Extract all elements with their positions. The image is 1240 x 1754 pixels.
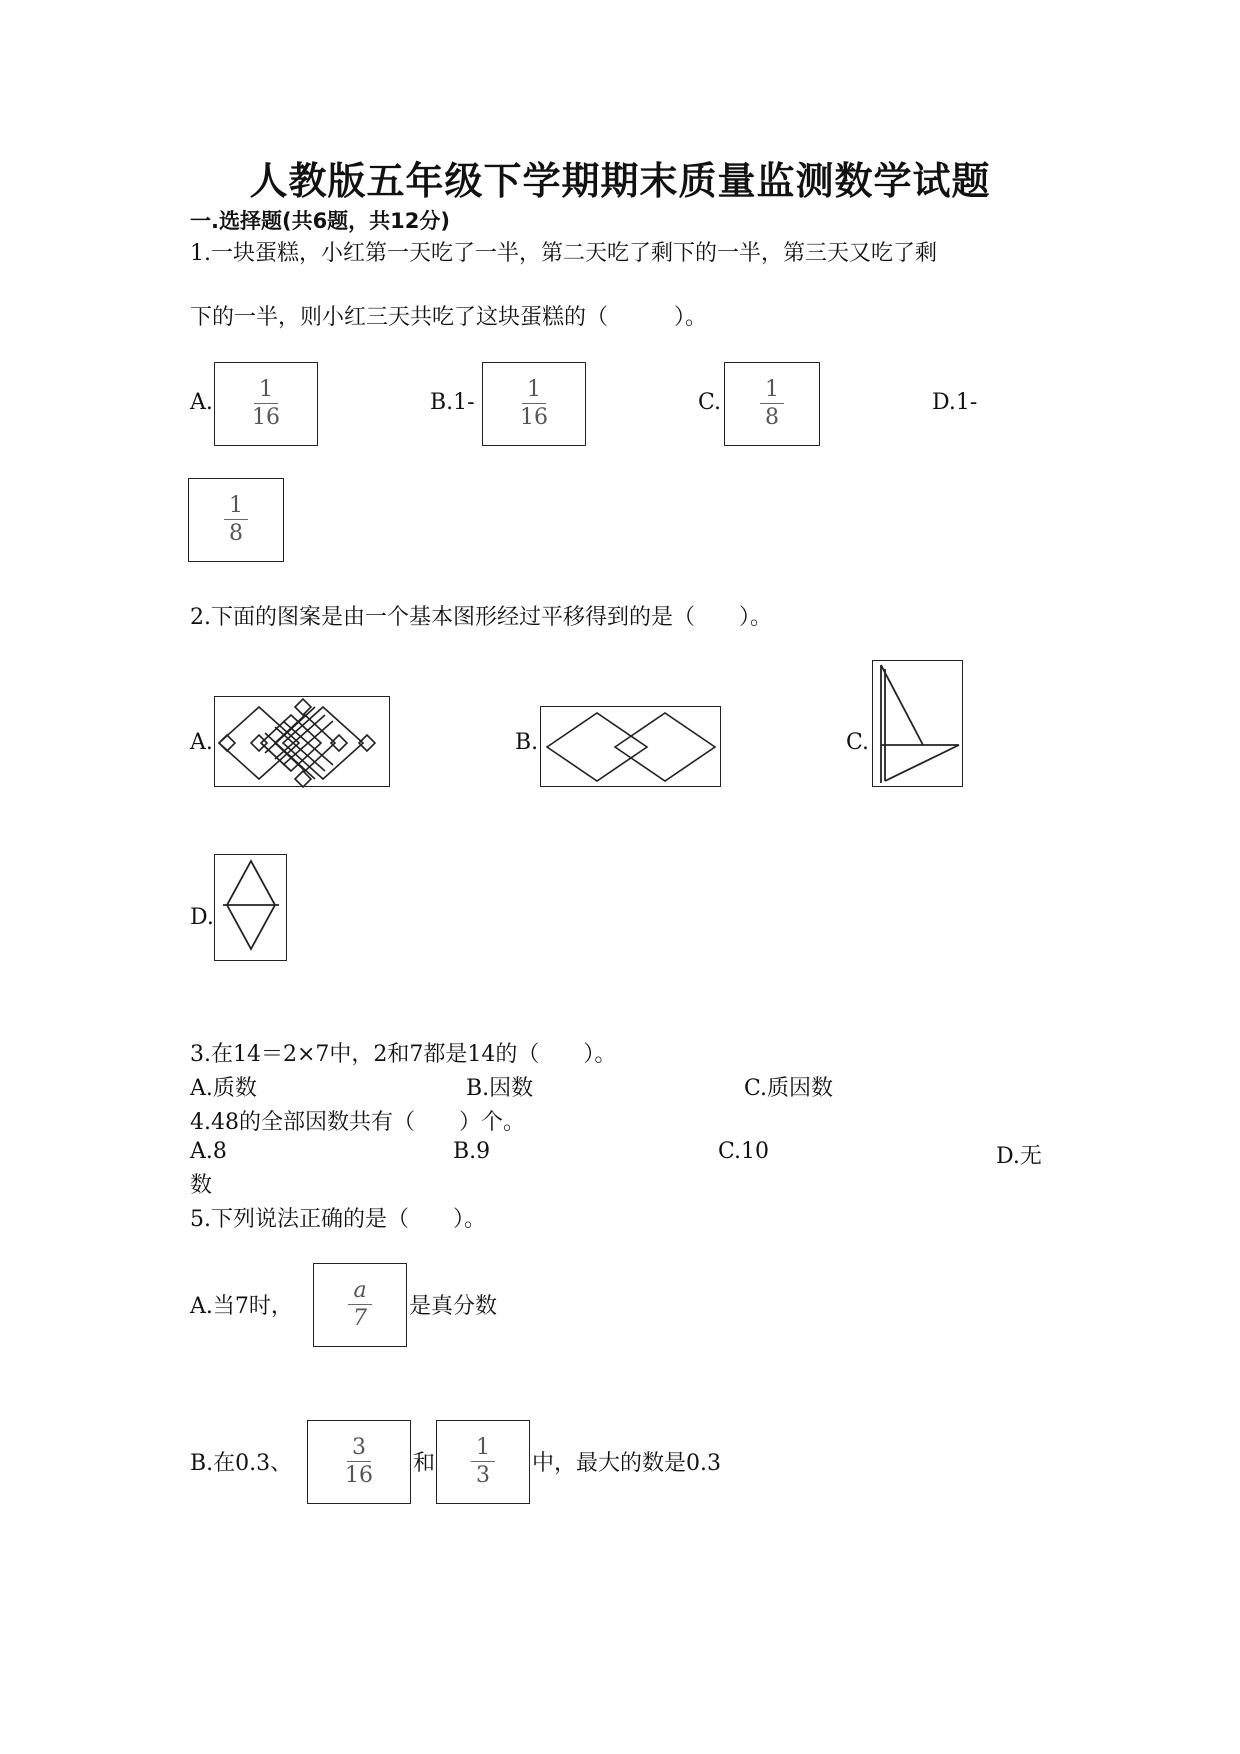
q4-option-c: C.10 [718, 1139, 770, 1164]
q5-option-a-fraction-box [313, 1263, 407, 1347]
q2-option-a-label: A. [190, 730, 213, 755]
fraction [437, 1436, 529, 1488]
q3-option-c: C.质因数 [744, 1076, 834, 1101]
fraction-numerator: 1 [765, 377, 779, 402]
section-heading: 一.选择题(共6题，共12分) [190, 209, 451, 233]
q1-option-b-label: B.1- [430, 390, 475, 415]
knot-pattern-figure [215, 697, 391, 788]
q1-option-a-fraction-box [214, 362, 318, 446]
q4-option-d: D.无 [996, 1144, 1042, 1169]
q1-option-d-fraction-box [188, 478, 284, 562]
diamond-figure [215, 855, 288, 962]
q5-option-b-prefix: B.在0.3、 [190, 1451, 293, 1476]
fraction-denominator: 16 [252, 405, 280, 430]
fraction [215, 378, 317, 430]
fraction-bar [760, 403, 784, 404]
q4-option-d-wrap: 数 [190, 1173, 213, 1198]
q3-option-b: B.因数 [466, 1076, 534, 1101]
fraction [483, 378, 585, 430]
q3-option-a: A.质数 [190, 1076, 257, 1101]
q5-text: 5.下列说法正确的是（ ）。 [190, 1207, 486, 1232]
q1-option-c-label: C. [698, 390, 722, 415]
fraction [314, 1279, 406, 1331]
fraction-bar [224, 519, 248, 520]
fraction-denominator: 8 [229, 521, 243, 546]
q2-option-c-figure [872, 660, 963, 787]
q2-option-d-label: D. [190, 905, 214, 930]
q1-line2: 下的一半，则小红三天共吃了这块蛋糕的（ ）。 [190, 305, 708, 330]
q2-option-d-figure [214, 854, 287, 961]
triangle-figure [873, 661, 964, 788]
q5-option-b-fraction1-box [307, 1420, 411, 1504]
fraction-denominator: 3 [476, 1463, 490, 1488]
q1-option-a-label: A. [190, 390, 213, 415]
fraction-bar [522, 403, 546, 404]
fraction-bar [348, 1304, 372, 1305]
fraction-denominator: 7 [353, 1306, 367, 1331]
fraction-numerator: 3 [352, 1435, 366, 1460]
fraction-bar [471, 1461, 495, 1462]
q4-option-b: B.9 [453, 1139, 491, 1164]
overlapping-diamonds-figure [541, 707, 722, 788]
fraction-numerator: 1 [259, 377, 273, 402]
q5-option-b-fraction2-box [436, 1420, 530, 1504]
fraction-numerator: 1 [527, 377, 541, 402]
q2-option-a-figure [214, 696, 390, 787]
q1-option-c-fraction-box [724, 362, 820, 446]
q5-option-a-prefix: A.当7时， [190, 1294, 293, 1319]
q1-option-b-fraction-box [482, 362, 586, 446]
q5-option-b-middle: 和 [413, 1451, 436, 1476]
fraction-numerator: a [353, 1278, 367, 1303]
fraction-numerator: 1 [476, 1435, 490, 1460]
fraction-numerator: 1 [229, 493, 243, 518]
q3-text: 3.在14＝2×7中，2和7都是14的（ ）。 [190, 1042, 617, 1067]
q1-option-d-label: D.1- [932, 390, 978, 415]
q5-option-b-suffix: 中，最大的数是0.3 [532, 1451, 721, 1476]
q2-text: 2.下面的图案是由一个基本图形经过平移得到的是（ ）。 [190, 605, 772, 630]
fraction [308, 1436, 410, 1488]
q2-option-c-label: C. [846, 730, 870, 755]
fraction [725, 378, 819, 430]
fraction-bar [347, 1461, 371, 1462]
fraction-denominator: 16 [345, 1463, 373, 1488]
fraction [189, 494, 283, 546]
q4-text: 4.48的全部因数共有（ ）个。 [190, 1110, 525, 1135]
fraction-denominator: 16 [520, 405, 548, 430]
q5-option-a-suffix: 是真分数 [409, 1294, 498, 1319]
q2-option-b-figure [540, 706, 721, 787]
q4-option-a: A.8 [190, 1139, 227, 1164]
q2-option-b-label: B. [515, 730, 539, 755]
fraction-denominator: 8 [765, 405, 779, 430]
page-title: 人教版五年级下学期期末质量监测数学试题 [249, 159, 991, 203]
q1-line1: 1.一块蛋糕，小红第一天吃了一半，第二天吃了剩下的一半，第三天又吃了剩 [190, 241, 937, 266]
fraction-bar [254, 403, 278, 404]
